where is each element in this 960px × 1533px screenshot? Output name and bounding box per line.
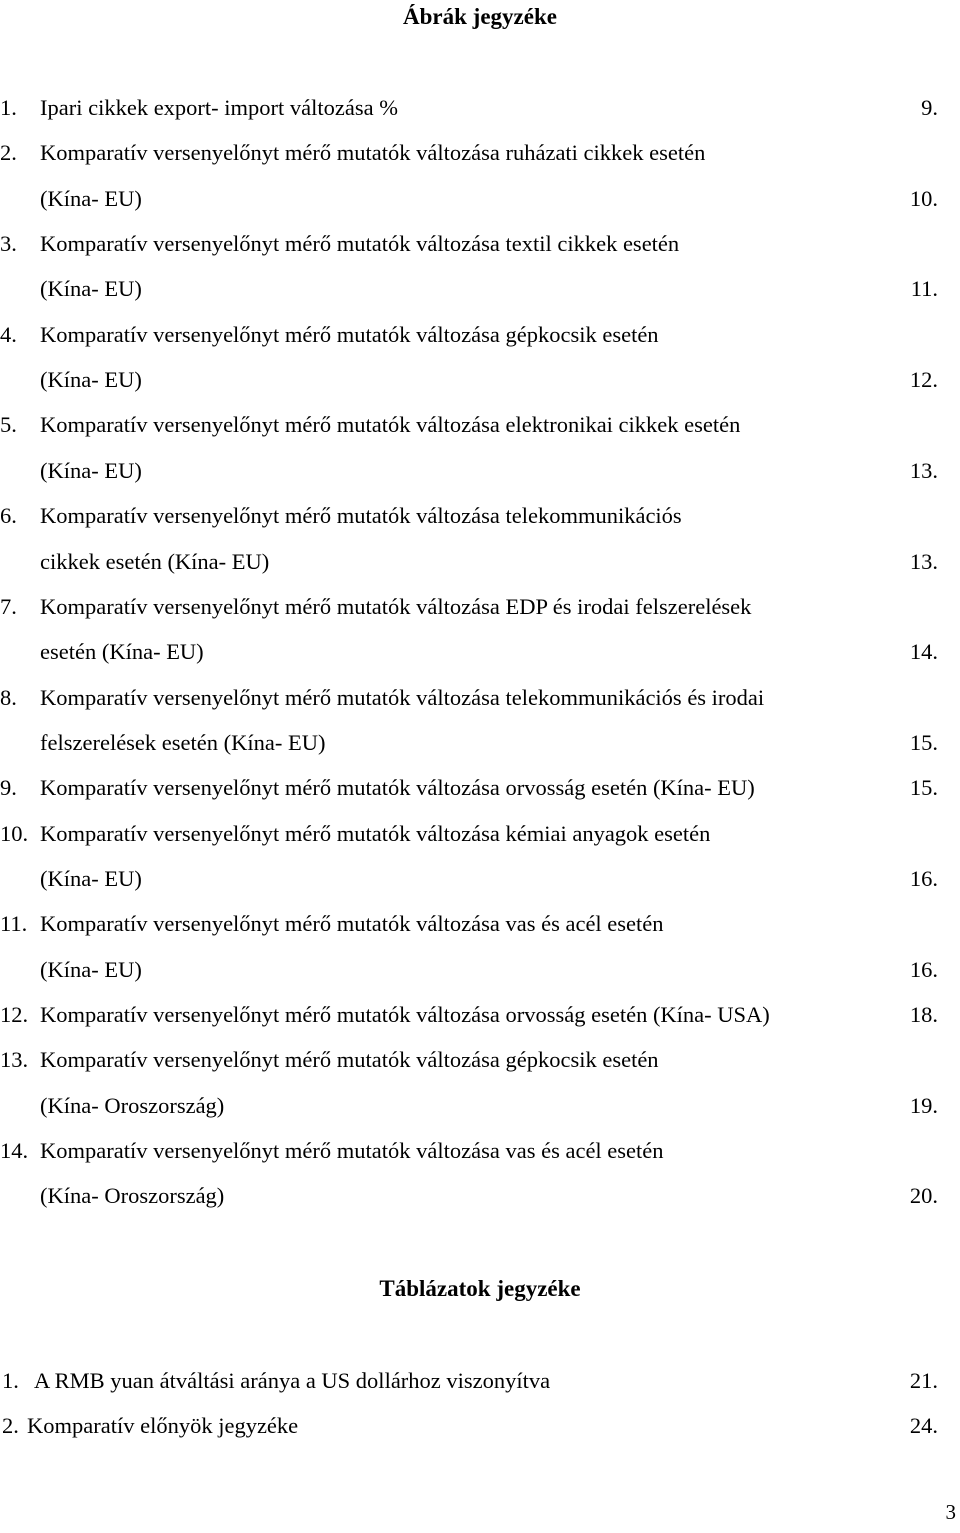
figure-title: Komparatív versenyelőnyt mérő mutatók változása gépkocsik esetén	[40, 1047, 659, 1073]
figure-title: Ipari cikkek export- import változása %	[40, 95, 398, 120]
figure-title: Komparatív versenyelőnyt mérő mutatók változása gépkocsik esetén	[40, 321, 659, 347]
figure-entry	[0, 229, 960, 259]
figure-number: 12.	[0, 1002, 29, 1027]
figure-entry-continuation	[0, 955, 960, 985]
figure-page: 12.	[909, 367, 938, 393]
figure-number: 1.	[0, 95, 17, 120]
figure-title: (Kína- EU)	[40, 367, 142, 393]
figure-entry	[0, 93, 960, 123]
figure-number: 7.	[0, 593, 17, 619]
figure-title: Komparatív versenyelőnyt mérő mutatók változása textil cikkek esetén	[40, 231, 680, 257]
figure-entry-continuation	[0, 456, 960, 486]
table-number: 1.	[2, 1368, 19, 1393]
figure-entry-continuation	[0, 728, 960, 758]
figure-title: (Kína- EU)	[40, 185, 142, 211]
figure-entry	[0, 592, 960, 622]
table-number: 2.	[2, 1413, 19, 1438]
figure-page: 15.	[909, 775, 938, 801]
figure-title: felszerelések esetén (Kína- EU)	[40, 729, 326, 755]
table-title: Komparatív előnyök jegyzéke	[27, 1413, 299, 1438]
figure-title: Komparatív versenyelőnyt mérő mutatók változása EDP és irodai felszerelések	[40, 593, 752, 619]
figure-page: 18.	[909, 1002, 938, 1027]
figure-page: 20.	[909, 1183, 938, 1209]
figure-page: 16.	[909, 956, 938, 982]
figure-entry	[0, 819, 960, 849]
figure-title: Komparatív versenyelőnyt mérő mutatók változása vas és acél esetén	[40, 1138, 664, 1163]
figure-number: 5.	[0, 412, 17, 438]
figure-entry	[0, 683, 960, 713]
figure-number: 2.	[0, 140, 17, 166]
tables-heading: Táblázatok jegyzéke	[379, 1276, 581, 1301]
figure-title: Komparatív versenyelőnyt mérő mutatók változása ruházati cikkek esetén	[40, 140, 706, 166]
table-entry	[0, 1411, 960, 1441]
figure-entry	[0, 320, 960, 350]
figure-entry-continuation	[0, 637, 960, 667]
figure-number: 8.	[0, 684, 17, 710]
figure-entry	[0, 909, 960, 939]
figure-title: esetén (Kína- EU)	[40, 639, 204, 665]
figure-page: 16.	[909, 866, 938, 891]
figure-page: 11.	[910, 276, 938, 302]
figure-entry	[0, 773, 960, 803]
figure-title: Komparatív versenyelőnyt mérő mutatók változása orvosság esetén (Kína- USA)	[40, 1002, 770, 1027]
figure-entry	[0, 1045, 960, 1075]
figure-entry-continuation	[0, 864, 960, 894]
figure-title: Komparatív versenyelőnyt mérő mutatók változása telekommunikációs	[40, 503, 682, 529]
figure-title: Komparatív versenyelőnyt mérő mutatók változása kémiai anyagok esetén	[40, 820, 711, 846]
figure-entry-continuation	[0, 547, 960, 577]
figure-title: (Kína- Oroszország)	[40, 1183, 225, 1209]
figure-number: 10.	[0, 820, 29, 846]
figure-page: 19.	[909, 1092, 938, 1118]
figure-title: cikkek esetén (Kína- EU)	[40, 548, 270, 574]
figure-entry	[0, 138, 960, 168]
figure-title: (Kína- EU)	[40, 956, 142, 982]
figure-title: (Kína- EU)	[40, 866, 142, 891]
figure-title: (Kína- EU)	[40, 276, 142, 302]
figure-page: 13.	[909, 548, 938, 574]
figure-page: 9.	[921, 95, 938, 120]
figure-page: 10.	[909, 185, 938, 211]
page-number: 3	[945, 1500, 956, 1524]
table-entry	[0, 1366, 960, 1396]
figure-title: (Kína- Oroszország)	[40, 1092, 225, 1118]
figure-entry-continuation	[0, 274, 960, 304]
figure-title: Komparatív versenyelőnyt mérő mutatók változása elektronikai cikkek esetén	[40, 412, 741, 438]
figure-entry	[0, 410, 960, 440]
figure-entry	[0, 1136, 960, 1166]
figure-number: 13.	[0, 1047, 29, 1073]
figure-entry-continuation	[0, 184, 960, 214]
table-title: A RMB yuan átváltási aránya a US dollárhoz viszonyítva	[34, 1368, 551, 1393]
figure-entry-continuation	[0, 365, 960, 395]
figures-heading: Ábrák jegyzéke	[403, 4, 557, 29]
figure-number: 6.	[0, 503, 17, 529]
table-page: 21.	[909, 1368, 938, 1393]
figure-page: 15.	[909, 729, 938, 755]
figure-page: 13.	[909, 457, 938, 483]
figure-entry	[0, 501, 960, 531]
figure-entry-continuation	[0, 1091, 960, 1121]
figure-entry	[0, 1000, 960, 1030]
figure-title: Komparatív versenyelőnyt mérő mutatók változása telekommunikációs és irodai	[40, 684, 765, 710]
figure-entry-continuation	[0, 1181, 960, 1211]
figure-title: Komparatív versenyelőnyt mérő mutatók változása vas és acél esetén	[40, 911, 664, 937]
figure-title: Komparatív versenyelőnyt mérő mutatók változása orvosság esetén (Kína- EU)	[40, 775, 755, 801]
figure-number: 4.	[0, 321, 17, 347]
figure-number: 11.	[0, 911, 28, 937]
figure-number: 14.	[0, 1138, 29, 1163]
figure-number: 3.	[0, 231, 17, 257]
figure-number: 9.	[0, 775, 17, 801]
figure-title: (Kína- EU)	[40, 457, 142, 483]
table-page: 24.	[909, 1413, 938, 1438]
figure-page: 14.	[909, 639, 938, 665]
